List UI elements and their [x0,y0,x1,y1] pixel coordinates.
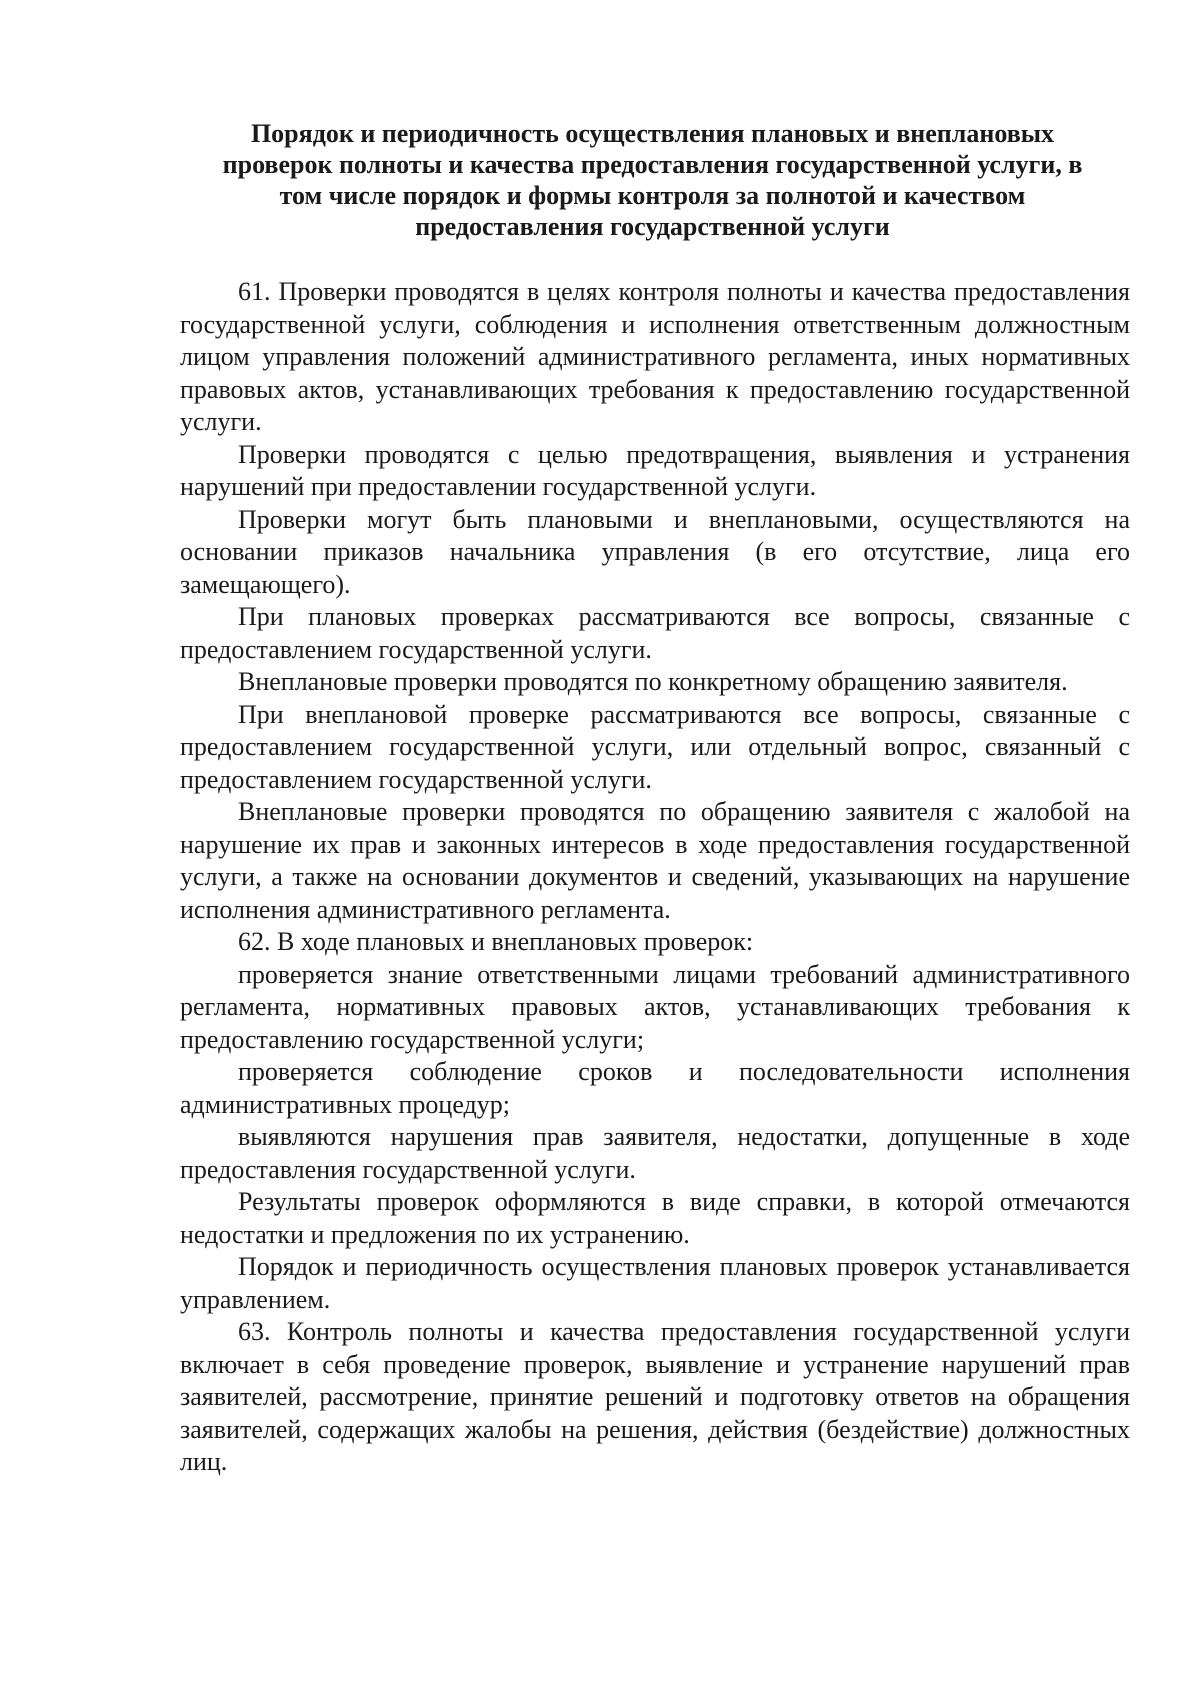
paragraph-check-knowledge: проверяется знание ответственными лицами требований административного регламента, нормативных правовых актов, устанавливающих требования к предоставлению государственной услуги; [180,959,1130,1054]
paragraph-check-results: Результаты проверок оформляются в виде справки, в которой отмечаются недостатки и предложения по их устранению. [180,1187,1130,1249]
section-heading-line: предоставления государственной услуги [415,212,890,241]
paragraph-checks-types: Проверки могут быть плановыми и внеплановыми, осуществляются на основании приказов начальника управления (в его отсутствие, лица его замещающего). [180,504,1130,599]
paragraph-61: 61. Проверки проводятся в целях контроля полноты и качества предоставления государственной услуги, соблюдения и исполнения ответственным должностным лицом управления положений административного регламента, иных нормативных правовых актов, устанавливающих требования к предоставлению государственной услуги. [180,277,1130,436]
paragraph-unplanned-scope: При внеплановой проверке рассматриваются все вопросы, связанные с предоставлением государственной услуги, или отдельный вопрос, связанный с предоставлением государственной услуги. [180,699,1130,794]
paragraph-check-order: Порядок и периодичность осуществления плановых проверок устанавливается управлением. [180,1252,1130,1314]
section-heading-line: том числе порядок и формы контроля за полнотой и качеством [279,181,1026,210]
paragraph-checks-purpose: Проверки проводятся с целью предотвращения, выявления и устранения нарушений при предоставлении государственной услуги. [180,439,1130,501]
section-heading-line: Порядок и периодичность осуществления плановых и внеплановых [250,119,1055,148]
paragraph-planned-checks: При плановых проверках рассматриваются все вопросы, связанные с предоставлением государственной услуги. [180,602,1130,664]
paragraph-check-deadlines: проверяется соблюдение сроков и последовательности исполнения административных процедур; [180,1057,1130,1119]
paragraph-unplanned-basis: Внеплановые проверки проводятся по обращению заявителя с жалобой на нарушение их прав и законных интересов в ходе предоставления государственной услуги, а также на основании документов и сведений, указывающих на нарушение исполнения административного регламента. [180,797,1130,924]
paragraph-unplanned-checks: Внеплановые проверки проводятся по конкретному обращению заявителя. [238,667,1068,696]
paragraph-check-violations: выявляются нарушения прав заявителя, недостатки, допущенные в ходе предоставления государственной услуги. [180,1122,1130,1184]
section-heading [175,118,1130,242]
document-body [180,276,1130,1479]
paragraph-63: 63. Контроль полноты и качества предоставления государственной услуги включает в себя проведение проверок, выявление и устранение нарушений прав заявителей, рассмотрение, принятие решений и подготовку ответов на обращения заявителей, содержащих жалобы на решения, действия (бездействие) должностных лиц. [180,1317,1130,1476]
paragraph-62: 62. В ходе плановых и внеплановых проверок: [238,927,754,956]
section-heading-line: проверок полноты и качества предоставления государственной услуги, в [222,150,1083,179]
